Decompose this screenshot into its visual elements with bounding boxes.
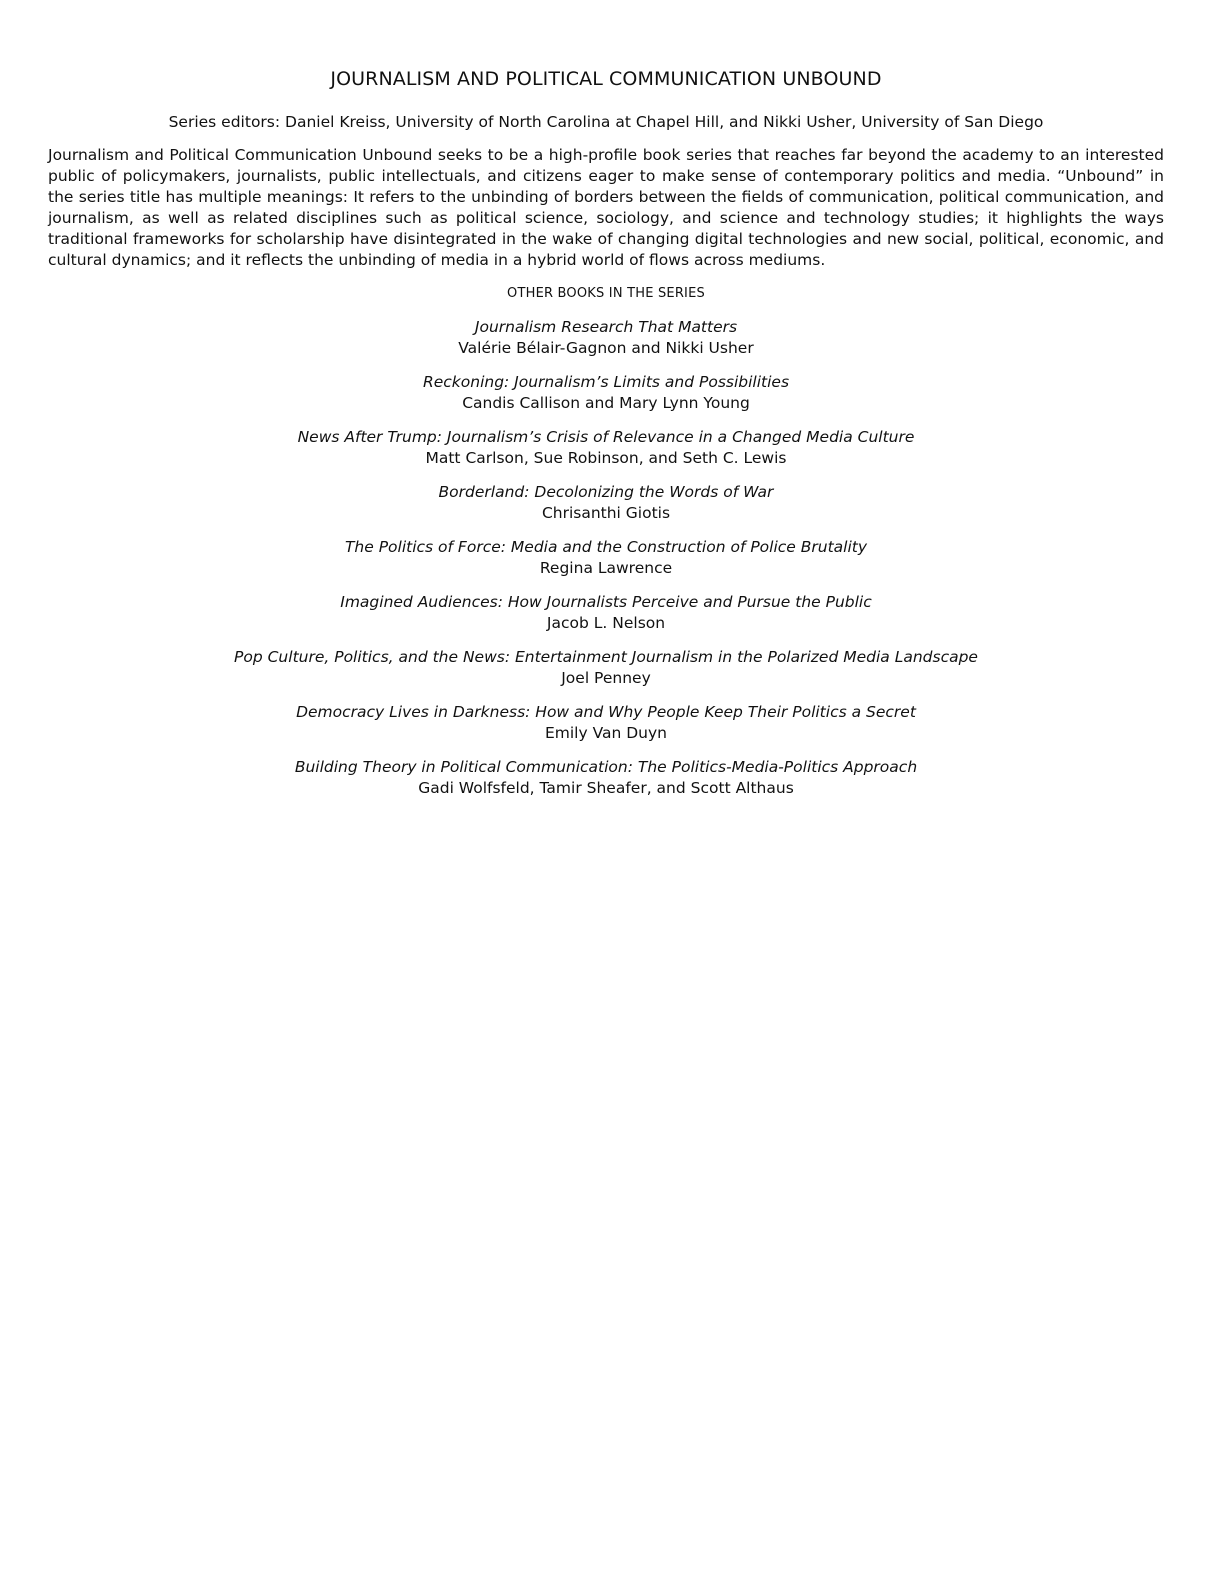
book-title: Building Theory in Political Communication: The Politics-Media-Politics Approach xyxy=(294,758,918,776)
series-description: Journalism and Political Communication Unbound seeks to be a high-profile book series that reaches far beyond the academy to an interested public of policymakers, journalists, public intellectuals, and citizens eager to make sense of contemporary politics and media. “Unbound” in the series title has multiple meanings: It refers to the unbinding of borders between the fields of communication, political communication, and journalism, as well as related disciplines such as political science, sociology, and science and technology studies; it highlights the ways traditional frameworks for scholarship have disintegrated in the wake of changing digital technologies and new social, political, economic, and cultural dynamics; and it reflects the unbinding of media in a hybrid world of flows across mediums. xyxy=(48,146,1164,269)
book-list xyxy=(48,317,1164,812)
book-authors: Joel Penney xyxy=(561,669,651,687)
book-title: News After Trump: Journalism’s Crisis of Relevance in a Changed Media Culture xyxy=(297,428,915,446)
book-authors: Jacob L. Nelson xyxy=(546,614,666,632)
book-title: Reckoning: Journalism’s Limits and Possibilities xyxy=(422,373,790,391)
book-title: Democracy Lives in Darkness: How and Why People Keep Their Politics a Secret xyxy=(296,703,916,721)
other-books-heading: OTHER BOOKS IN THE SERIES xyxy=(507,286,705,301)
book-entry xyxy=(48,702,1164,757)
series-title: JOURNALISM AND POLITICAL COMMUNICATION UNBOUND xyxy=(330,68,882,90)
book-entry xyxy=(48,647,1164,702)
book-entry xyxy=(48,537,1164,592)
book-entry xyxy=(48,372,1164,427)
book-entry xyxy=(48,317,1164,372)
book-authors: Candis Callison and Mary Lynn Young xyxy=(462,394,750,412)
book-authors: Emily Van Duyn xyxy=(544,724,667,742)
series-editors: Series editors: Daniel Kreiss, University of North Carolina at Chapel Hill, and Nikki Usher, University of San Diego xyxy=(168,113,1044,131)
book-entry xyxy=(48,757,1164,812)
book-authors: Valérie Bélair-Gagnon and Nikki Usher xyxy=(458,339,754,357)
book-authors: Matt Carlson, Sue Robinson, and Seth C. Lewis xyxy=(425,449,787,467)
book-entry xyxy=(48,482,1164,537)
book-title: The Politics of Force: Media and the Construction of Police Brutality xyxy=(344,538,868,556)
book-title: Pop Culture, Politics, and the News: Entertainment Journalism in the Polarized Media Landscape xyxy=(234,648,978,666)
book-authors: Chrisanthi Giotis xyxy=(541,504,671,522)
book-title: Imagined Audiences: How Journalists Perceive and Pursue the Public xyxy=(340,593,872,611)
book-entry xyxy=(48,427,1164,482)
book-authors: Regina Lawrence xyxy=(539,559,673,577)
book-title: Borderland: Decolonizing the Words of War xyxy=(438,483,774,501)
book-title: Journalism Research That Matters xyxy=(474,318,738,336)
book-authors: Gadi Wolfsfeld, Tamir Sheafer, and Scott Althaus xyxy=(418,779,794,797)
book-entry xyxy=(48,592,1164,647)
